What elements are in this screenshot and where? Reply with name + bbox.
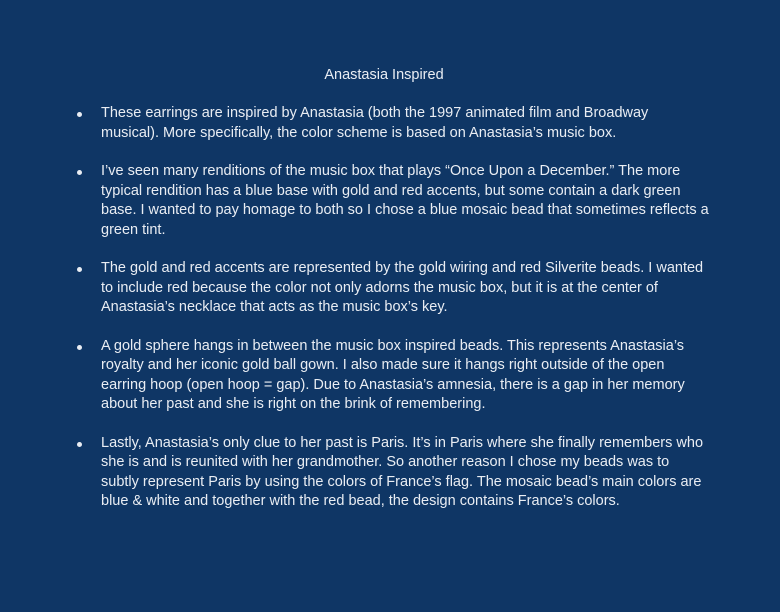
bullet-text-line: subtly represent Paris by using the colors of France’s flag. The mosaic bead’s main colors are	[101, 473, 702, 490]
bullet-item	[0, 162, 721, 240]
bullet-text-line: about her past and she is right on the brink of remembering.	[101, 396, 486, 412]
bullet-text-line: to include red because the color not only adorns the music box, but it is at the center of	[101, 279, 658, 296]
bullet-text-line: green tint.	[101, 221, 166, 238]
bullet-dot-icon	[77, 345, 82, 350]
document-title: Anastasia Inspired	[324, 67, 444, 83]
bullet-text-line: Anastasia’s necklace that acts as the music box’s key.	[101, 299, 448, 315]
bullet-item	[0, 434, 721, 512]
bullet-text-line: base. I wanted to pay homage to both so I chose a blue mosaic bead that sometimes reflects a	[101, 202, 709, 218]
bullet-text-line: blue & white and together with the red bead, the design contains France’s colors.	[101, 493, 620, 509]
bullet-text-line: earring hoop (open hoop = gap). Due to Anastasia’s amnesia, there is a gap in her memory	[101, 376, 685, 393]
bullet-text-line: royalty and her iconic gold ball gown. I also made sure it hangs right outside of the open	[101, 357, 665, 373]
bullet-text-line: These earrings are inspired by Anastasia (both the 1997 animated film and Broadway	[101, 105, 649, 121]
bullet-text-line: typical rendition has a blue base with gold and red accents, but some contain a dark green	[101, 182, 681, 199]
bullet-dot-icon	[77, 267, 82, 272]
bullet-dot-icon	[77, 170, 82, 175]
bullet-dot-icon	[77, 112, 82, 117]
bullet-item	[0, 337, 721, 415]
bullet-dot-icon	[77, 442, 82, 447]
bullet-text-line: The gold and red accents are represented by the gold wiring and red Silverite beads. I wanted	[101, 260, 704, 276]
bullet-text-line: she is and is reunited with her grandmother. So another reason I chose my beads was to	[101, 454, 670, 470]
bullet-text-line: musical). More specifically, the color scheme is based on Anastasia’s music box.	[101, 124, 617, 141]
bullet-item	[0, 259, 721, 318]
bullet-text-line: Lastly, Anastasia’s only clue to her past is Paris. It’s in Paris where she finally remembers who	[101, 434, 704, 451]
bullet-list	[0, 104, 721, 531]
bullet-text-line: A gold sphere hangs in between the music box inspired beads. This represents Anastasia’s	[101, 337, 685, 354]
bullet-item	[0, 104, 721, 143]
bullet-text-line: I’ve seen many renditions of the music box that plays “Once Upon a December.” The more	[101, 163, 681, 179]
